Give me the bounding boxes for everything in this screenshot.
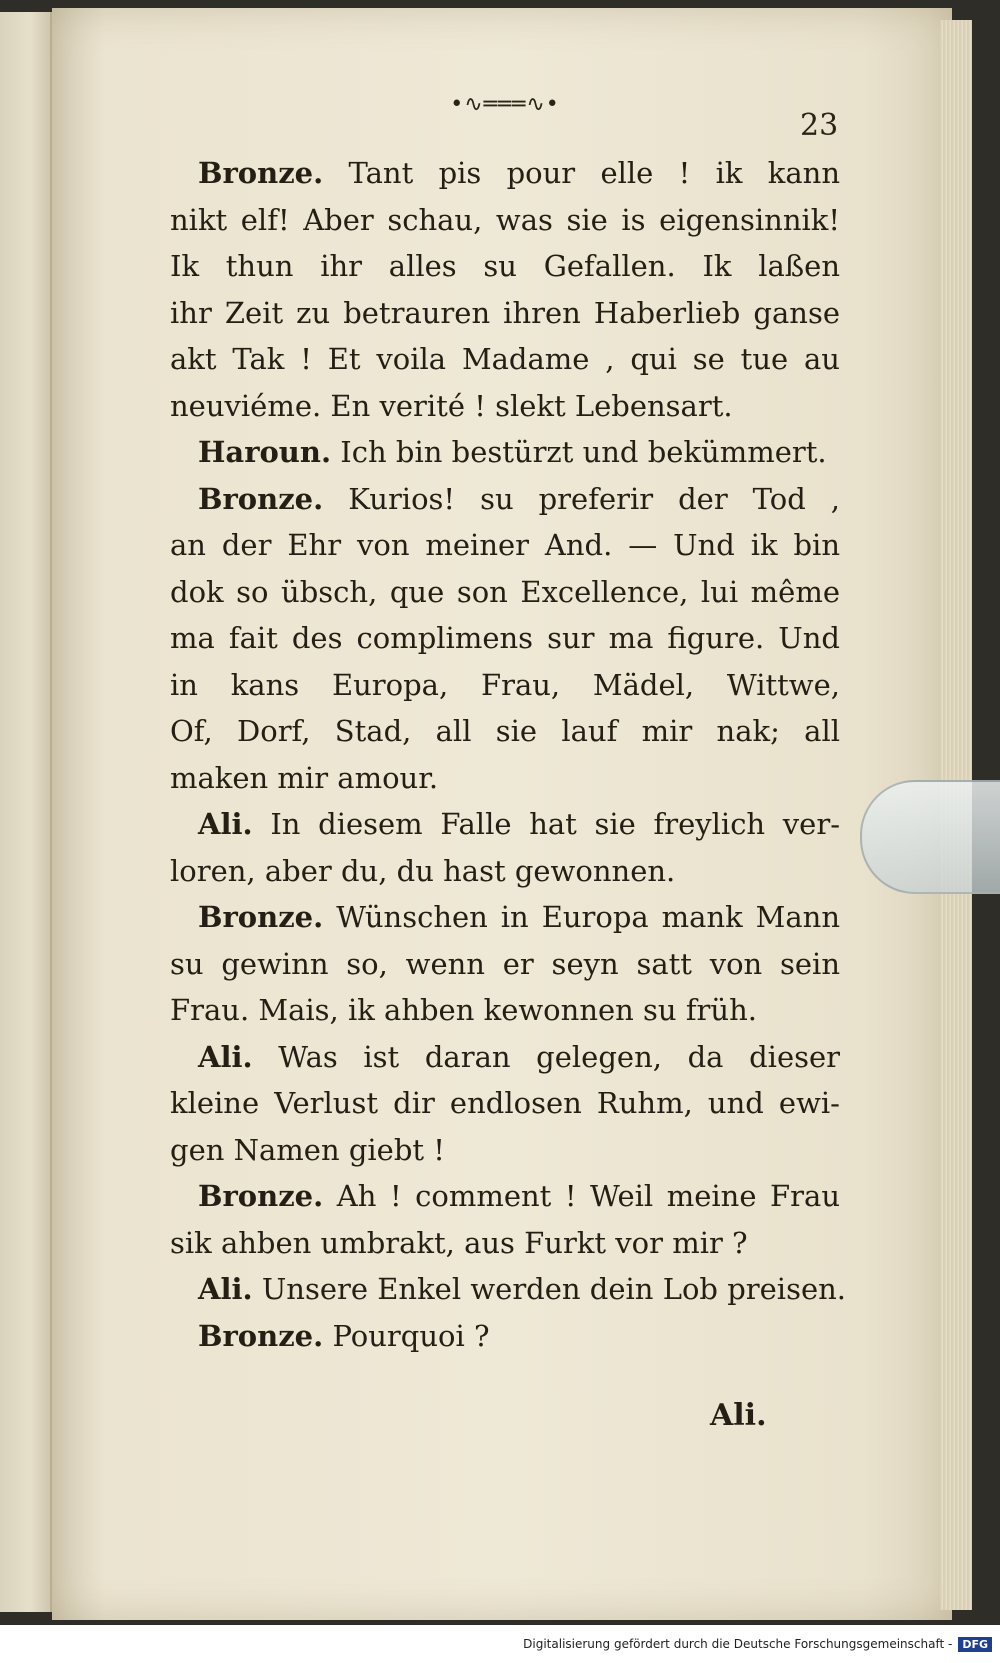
line-text: an der Ehr von meiner And. — Und ik bin bbox=[170, 528, 840, 562]
line-text: su gewinn so, wenn er seyn satt von sein bbox=[170, 946, 840, 981]
line-text: loren, aber du, du hast gewonnen. bbox=[170, 853, 676, 888]
line-text: ihr Zeit zu betrauren ihren Haberlieb ganse bbox=[170, 295, 840, 330]
text-line bbox=[170, 476, 840, 523]
text-line bbox=[170, 755, 840, 802]
text-line bbox=[170, 383, 840, 430]
line-text: Of, Dorf, Stad, all sie lauf mir nak; all bbox=[170, 714, 840, 748]
text-line bbox=[170, 290, 840, 337]
text-line bbox=[170, 429, 840, 476]
speaker-name: Haroun. bbox=[198, 435, 332, 469]
footer-credit: Digitalisierung gefördert durch die Deutsche Forschungsgemeinschaft - bbox=[523, 1637, 953, 1651]
page-text bbox=[170, 150, 847, 1359]
text-line bbox=[170, 894, 840, 941]
line-text: Kurios! su preferir der Tod , bbox=[348, 481, 840, 516]
line-text: akt Tak ! Et voila Madame , qui se tue au bbox=[170, 342, 840, 376]
line-text: nikt elf! Aber schau, was sie is eigensinnik! bbox=[170, 202, 840, 237]
catchword: Ali. bbox=[710, 1398, 767, 1433]
line-text: maken mir amour. bbox=[170, 760, 439, 795]
speaker-name: Bronze. bbox=[198, 481, 324, 516]
line-text: dok so übsch, que son Excellence, lui même bbox=[170, 574, 840, 609]
line-text: gen Namen giebt ! bbox=[170, 1132, 445, 1167]
line-text: Ich bin bestürzt und bekümmert. bbox=[340, 435, 827, 469]
header-ornament: •∿═══∿• bbox=[450, 91, 560, 117]
dfg-logo: DFG bbox=[958, 1637, 992, 1652]
text-line bbox=[170, 243, 840, 290]
line-text: Unsere Enkel werden dein Lob preisen. bbox=[261, 1272, 847, 1306]
line-text: neuviéme. En verité ! slekt Lebensart. bbox=[170, 388, 733, 423]
line-text: Frau. Mais, ik ahben kewonnen su früh. bbox=[170, 993, 757, 1027]
text-line bbox=[170, 1266, 847, 1313]
page-number: 23 bbox=[800, 108, 839, 143]
page-marker-tab bbox=[860, 780, 1000, 894]
line-text: In diesem Falle hat sie freylich ver- bbox=[270, 807, 840, 841]
text-line bbox=[170, 1173, 840, 1220]
text-line bbox=[170, 150, 840, 197]
text-line bbox=[170, 336, 840, 383]
text-line bbox=[170, 615, 840, 662]
line-text: in kans Europa, Frau, Mädel, Wittwe, bbox=[170, 667, 840, 702]
text-line bbox=[170, 522, 840, 569]
footer-bar bbox=[0, 1625, 1000, 1663]
text-line bbox=[170, 708, 840, 755]
text-line bbox=[170, 569, 840, 616]
speaker-name: Bronze. bbox=[198, 1179, 324, 1213]
line-text: Wünschen in Europa mank Mann bbox=[336, 900, 841, 934]
text-line bbox=[170, 197, 840, 244]
text-line bbox=[170, 1080, 840, 1127]
speaker-name: Ali. bbox=[198, 1039, 253, 1074]
speaker-name: Ali. bbox=[198, 1272, 253, 1306]
line-text: Ah ! comment ! Weil meine Frau bbox=[336, 1179, 841, 1213]
text-line bbox=[170, 987, 840, 1034]
line-text: kleine Verlust dir endlosen Ruhm, und ewi- bbox=[170, 1086, 840, 1120]
left-page-leaf bbox=[0, 12, 52, 1612]
speaker-name: Ali. bbox=[198, 807, 253, 841]
text-line bbox=[170, 662, 840, 709]
text-line bbox=[170, 941, 840, 988]
line-text: Ik thun ihr alles su Gefallen. Ik laßen bbox=[170, 249, 840, 283]
text-line bbox=[170, 1220, 840, 1267]
speaker-name: Bronze. bbox=[198, 156, 324, 190]
speaker-name: Bronze. bbox=[198, 1318, 324, 1353]
line-text: Pourquoi ? bbox=[332, 1318, 490, 1353]
line-text: sik ahben umbrakt, aus Furkt vor mir ? bbox=[170, 1225, 748, 1260]
line-text: Tant pis pour elle ! ik kann bbox=[348, 156, 840, 190]
line-text: Was ist daran gelegen, da dieser bbox=[278, 1039, 841, 1074]
text-line bbox=[170, 801, 840, 848]
text-line bbox=[170, 1127, 840, 1174]
text-line bbox=[170, 1313, 840, 1360]
line-text: ma fait des complimens sur ma figure. Und bbox=[170, 621, 840, 655]
text-line bbox=[170, 848, 840, 895]
speaker-name: Bronze. bbox=[198, 900, 324, 934]
text-line bbox=[170, 1034, 840, 1081]
